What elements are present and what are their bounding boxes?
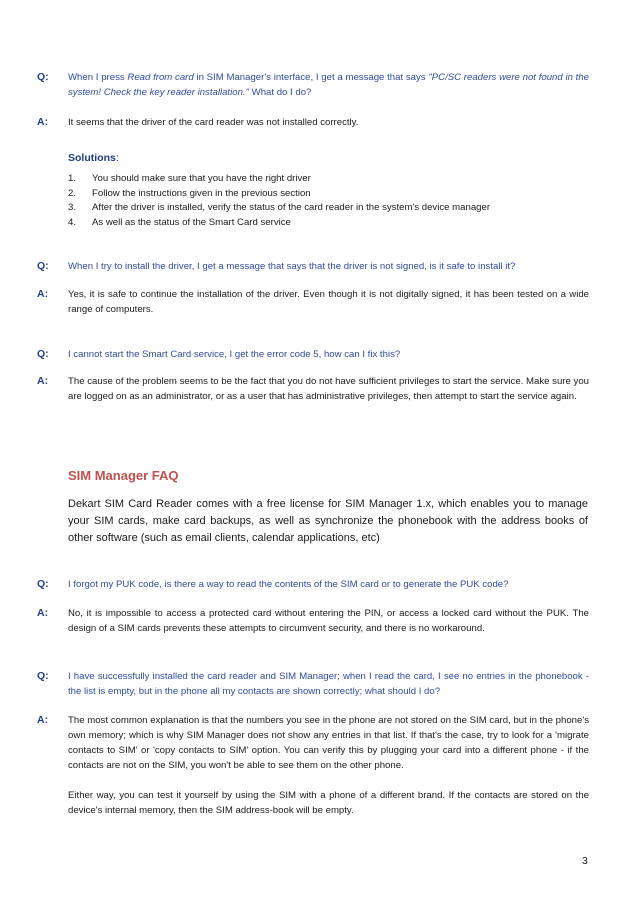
answer-label: A: <box>37 116 49 128</box>
answer-1 <box>37 115 589 130</box>
answer-text: No, it is impossible to access a protected card without entering the PIN, or access a locked card without the PUK. The design of a SIM cards prevents these attempts to circumvent security, and there is no workaround. <box>68 608 589 634</box>
question-4 <box>37 577 589 592</box>
answer-5 <box>37 713 589 818</box>
question-text: I have successfully installed the card reader and SIM Manager; when I read the card, I see no entries in the phonebook - the list is empty, but in the phone all my contacts are shown correctly; what should I do? <box>68 671 589 697</box>
question-text: I forgot my PUK code, is there a way to read the contents of the SIM card or to generate the PUK code? <box>68 579 509 590</box>
solutions-list <box>68 172 588 230</box>
answer-text: It seems that the driver of the card reader was not installed correctly. <box>68 117 359 128</box>
question-label: Q: <box>37 260 49 272</box>
question-label: Q: <box>37 670 49 682</box>
answer-3 <box>37 374 589 404</box>
list-item: 2. Follow the instructions given in the previous section <box>68 187 311 199</box>
question-1 <box>37 70 589 100</box>
answer-text-continued: Either way, you can test it yourself by using the SIM with a phone of a different brand. If the contacts are stored on the device's internal memory, then the SIM address-book will be empty. <box>68 790 589 816</box>
answer-label: A: <box>37 375 49 387</box>
section-heading: SIM Manager FAQ <box>68 468 179 483</box>
list-item: 3. After the driver is installed, verify the status of the card reader in the system's device manager <box>68 202 491 213</box>
answer-label: A: <box>37 714 49 726</box>
answer-2 <box>37 287 589 317</box>
section-intro: Dekart SIM Card Reader comes with a free license for SIM Manager 1.x, which enables you to manage your SIM cards, make card backups, as well as synchronize the phonebook with the address books of other software (such as email clients, calendar applications, etc) <box>68 498 588 544</box>
question-label: Q: <box>37 348 49 360</box>
question-label: Q: <box>37 578 49 590</box>
list-item: 1. You should make sure that you have the right driver <box>68 173 311 184</box>
question-text: When I press Read from card in SIM Manager's interface, I get a message that says "PC/SC readers were not found in the system! Check the key reader installation." What do I do? <box>68 72 589 98</box>
question-text: When I try to install the driver, I get a message that says that the driver is not signed, is it safe to install it? <box>68 261 516 272</box>
question-5 <box>37 669 589 699</box>
answer-4 <box>37 606 589 636</box>
solutions-heading: Solutions: <box>68 152 119 164</box>
answer-text: The cause of the problem seems to be the fact that you do not have sufficient privileges to start the service. Make sure you are logged on as an administrator, or as a user that has administrative privileges, then attempt to start the service again. <box>68 376 589 402</box>
answer-text: The most common explanation is that the numbers you see in the phone are not stored on the SIM card, but in the phone's own memory; which is why SIM Manager does not show any entries in that list. If that's the case, try to look for a 'migrate contacts to SIM' or 'copy contacts to SIM' option. You can verify this by plugging your card into a different phone - if the contacts are not on the SIM, you won't be able to see them on the other phone. <box>68 715 589 771</box>
page-number: 3 <box>582 855 588 867</box>
question-text: I cannot start the Smart Card service, I get the error code 5, how can I fix this? <box>68 349 401 360</box>
answer-label: A: <box>37 288 49 300</box>
question-3 <box>37 347 589 362</box>
answer-text: Yes, it is safe to continue the installation of the driver. Even though it is not digitally signed, it has been tested on a wide range of computers. <box>68 289 589 315</box>
question-label: Q: <box>37 71 49 83</box>
answer-label: A: <box>37 607 49 619</box>
list-item: 4. As well as the status of the Smart Card service <box>68 216 291 228</box>
question-2 <box>37 259 589 274</box>
